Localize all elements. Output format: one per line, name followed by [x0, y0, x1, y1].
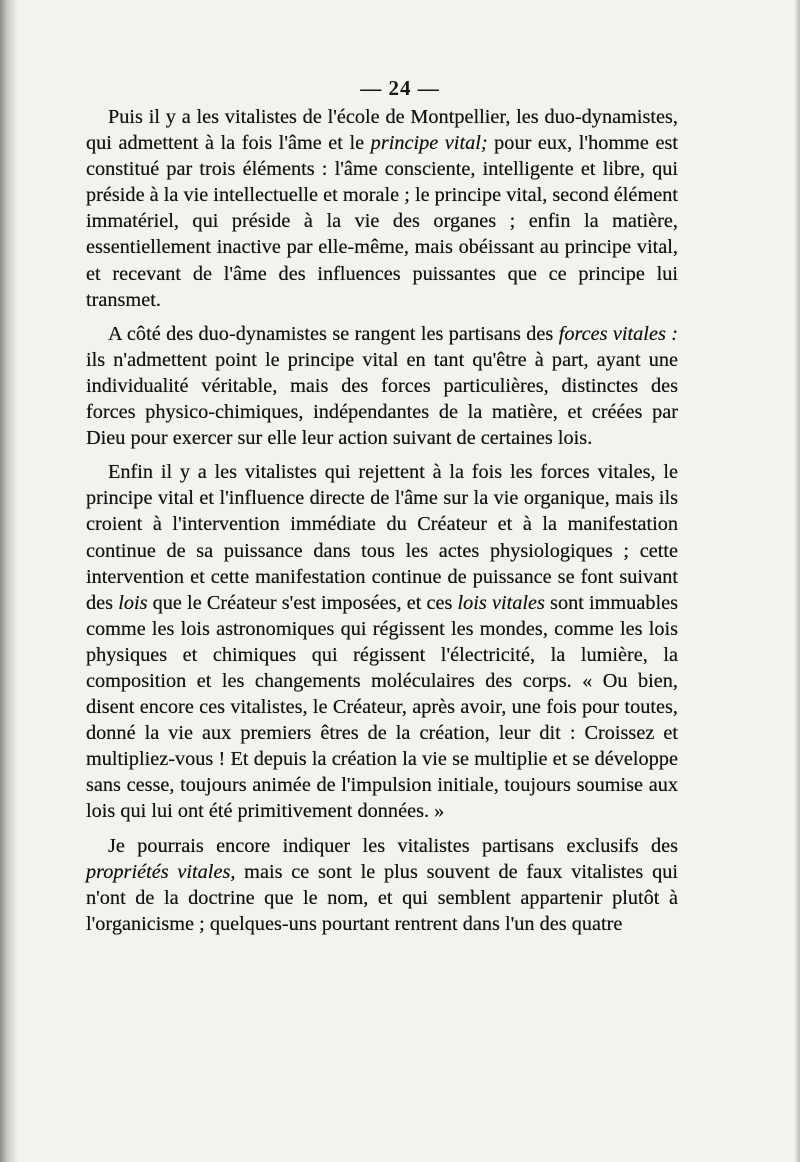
text-run: mais ce sont le plus souvent de faux vitalistes qui n'ont de la doctrine que le nom, et qui semblent appartenir plutôt à l'organicisme ; quelques-uns pourtant rentrent dans l'un des quatre — [86, 860, 678, 935]
text-run: que le Créateur s'est imposées, et ces — [147, 591, 458, 614]
italic-run: forces vitales : — [558, 322, 678, 345]
italic-run: lois — [118, 591, 148, 614]
paragraph — [86, 459, 678, 824]
italic-run: principe vital; — [370, 132, 488, 155]
text-run: Puis il y a les vitalistes de l'école de Montpellier, les duo-dynamistes, qui admettent à la fois l'âme et le — [86, 106, 678, 155]
page-number: — 24 — — [360, 76, 440, 100]
text-run: pour eux, l'homme est constitué par trois éléments : l'âme consciente, intelligente et libre, qui préside à la vie intellectuelle et morale ; le principe vital, second élément immatériel, qui préside à la vie des organes ; enfin la matière, essentiellement inactive par elle-même, mais obéissant au principe vital, et recevant de l'âme des influences puissantes que ce principe lui transmet. — [86, 132, 678, 311]
body-text — [86, 104, 678, 945]
paragraph — [86, 104, 678, 313]
text-run: Je pourrais encore indiquer les vitalistes partisans exclusifs des — [108, 834, 678, 857]
page-edge-shadow — [794, 0, 800, 1162]
paragraph — [86, 833, 678, 937]
italic-run: propriétés vitales, — [86, 860, 236, 883]
page-gutter-shadow — [0, 0, 18, 1162]
text-run: A côté des duo-dynamistes se rangent les partisans des — [108, 322, 559, 345]
italic-run: lois vitales — [457, 591, 545, 614]
text-run: Enfin il y a les vitalistes qui rejettent à la fois les forces vitales, le principe vital et l'influence directe de l'âme sur la vie organique, mais ils croient à l'intervention immédiate du Créateur et à la manifestation continue de sa puissance dans tous les actes physiologiques ; cette intervention et cette manifestation continue de puissance se font suivant des — [86, 461, 678, 614]
text-run: ils n'admettent point le principe vital en tant qu'être à part, ayant une individualité véritable, mais des forces particulières, distinctes des forces physico-chimiques, indépendantes de la matière, et créées par Dieu pour exercer sur elle leur action suivant de certaines lois. — [86, 348, 678, 450]
text-run: sont immuables comme les lois astronomiques qui régissent les mondes, comme les lois physiques et chimiques qui régissent l'électricité, la lumière, la composition et les changements moléculaires des corps. « Ou bien, disent encore ces vitalistes, le Créateur, après avoir, une fois pour toutes, donné la vie aux premiers êtres de la création, leur dit : Croissez et multipliez-vous ! Et depuis la création la vie se multiplie et se développe sans cesse, toujours animée de l'impulsion initiale, toujours soumise aux lois qui lui ont été primitivement données. » — [86, 591, 678, 823]
paragraph — [86, 321, 678, 451]
